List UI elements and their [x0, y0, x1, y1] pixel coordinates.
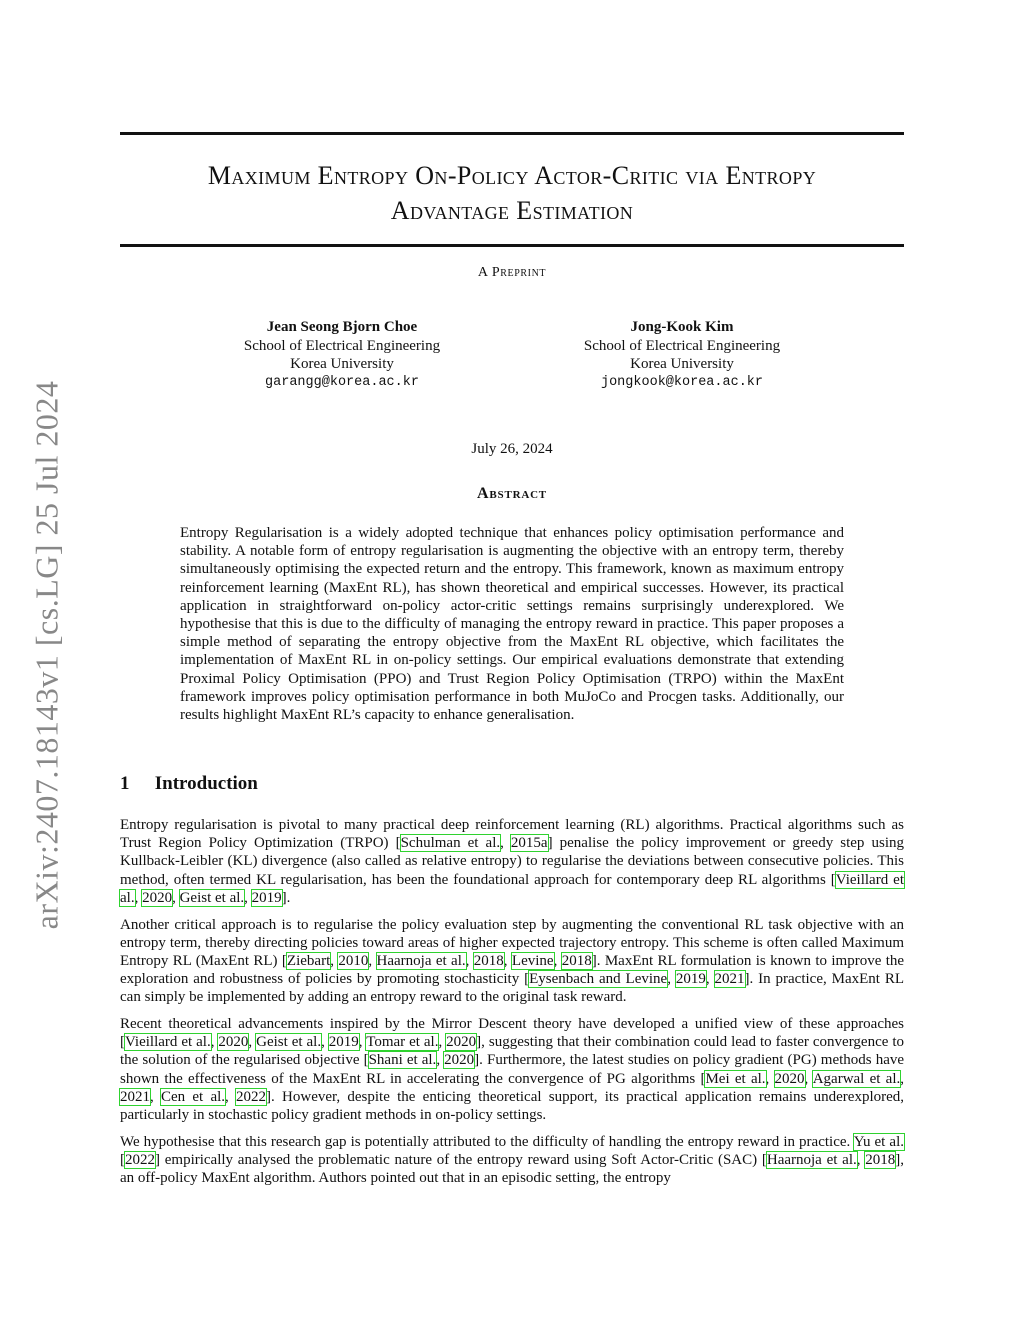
citation-link[interactable]: 2018 — [865, 1151, 896, 1168]
author-block-1 — [192, 318, 492, 392]
section-number: 1 — [120, 773, 130, 794]
paragraph — [120, 816, 904, 907]
citation-link[interactable]: Mei et al. — [705, 1070, 766, 1087]
title-rule-bottom — [120, 244, 904, 247]
paragraph-text: , — [358, 1034, 367, 1051]
abstract-text: Entropy Regularisation is a widely adopted technique that enhances policy optimisation performance and stability. A notable form of entropy regularisation is augmenting the objective with an entropy term, thereby simultaneously optimising the expected return and the entropy. This framework, known as maximum entropy reinforcement learning (MaxEnt RL), has shown theoretical and empirical successes. However, its practical application in straightforward on-policy actor-critic settings remains surprisingly underexplored. We hypothesise that this is due to the difficulty of managing the entropy reward in practice. This paper proposes a simple method of separating the entropy objective from the MaxEnt RL objective, which facilitates the implementation of MaxEnt RL in on-policy settings. Our empirical evaluations demonstrate that extending Proximal Policy Optimisation (PPO) and Trust Region Policy Optimisation (TRPO) within the MaxEnt framework improves policy optimisation performance in both MuJoCo and Procgen tasks. Additionally, our results highlight MaxEnt RL’s capacity to enhance generalisation. — [180, 525, 844, 724]
citation-link[interactable]: 2022 — [236, 1088, 267, 1105]
citation-link[interactable]: Shani et al. — [368, 1052, 437, 1069]
paragraph-text: ], an off-policy MaxEnt algorithm. Authors pointed out that in an episodic setting, the entropy — [120, 1151, 905, 1187]
author-name: Jong-Kook Kim — [630, 319, 734, 335]
citation-link[interactable]: 2020 — [774, 1070, 805, 1087]
author-email[interactable]: jongkook@korea.ac.kr — [600, 374, 764, 390]
citation-link[interactable]: 2019 — [328, 1034, 359, 1051]
citation-link[interactable]: 2021 — [120, 1088, 150, 1105]
paragraph — [120, 1015, 904, 1124]
citation-link[interactable]: Ziebart — [286, 952, 331, 969]
publication-date: July 26, 2024 — [471, 441, 553, 457]
paragraph-text: , — [134, 889, 143, 906]
citation-link[interactable]: Eysenbach and Levine — [529, 971, 668, 988]
paragraph-text: , — [321, 1034, 329, 1051]
author-affiliation: Korea University — [290, 356, 394, 372]
introduction-body — [120, 816, 904, 1196]
citation-link[interactable]: Agarwal et al. — [812, 1070, 901, 1087]
paragraph-text: , — [765, 1070, 775, 1087]
citation-link[interactable]: 2020 — [446, 1034, 477, 1051]
paragraph-text: , — [330, 952, 339, 969]
citation-link[interactable]: 2010 — [338, 952, 369, 969]
paragraph-text: ]. In practice, MaxEnt RL can simply be implemented by adding an entropy reward to the original task reward. — [120, 971, 905, 1006]
paragraph-text: , — [150, 1088, 161, 1105]
title-line-2: Advantage Estimation — [390, 196, 634, 225]
paragraph-text: Entropy regularisation is pivotal to many practical deep reinforcement learning (RL) algorithms. Practical algorithms such as Trust Region Policy Optimization (TRPO) [ — [120, 817, 904, 852]
paragraph-text: , — [436, 1052, 445, 1069]
section-heading — [120, 773, 258, 795]
citation-link[interactable]: Geist et al. — [256, 1034, 322, 1051]
paragraph-text: , — [553, 952, 562, 969]
citation-link[interactable]: Tomar et al. — [366, 1034, 439, 1051]
citation-link[interactable]: 2022 — [125, 1151, 155, 1168]
citation-link[interactable]: Schulman et al. — [400, 835, 501, 852]
section-title: Introduction — [154, 773, 258, 794]
paragraph — [120, 1133, 904, 1188]
citation-link[interactable]: 2015a — [510, 835, 548, 852]
author-department: School of Electrical Engineering — [583, 337, 781, 354]
paragraph-text: ], suggesting that their combination could lead to faster convergence to the solution of the regularised objective [ — [120, 1034, 905, 1069]
title-line-1: Maximum Entropy On-Policy Actor-Critic via Entropy — [207, 161, 817, 190]
arxiv-identifier: arXiv:2407.18143v1 [cs.LG] 25 Jul 2024 — [28, 380, 65, 929]
paragraph-text: , — [465, 952, 474, 969]
paragraph-text: ]. Furthermore, the latest studies on policy gradient (PG) methods have shown the effectiveness of the MaxEnt RL in accelerating the convergence of PG algorithms [ — [120, 1052, 905, 1087]
paragraph-text: We hypothesise that this research gap is potentially attributed to the difficulty of handling the entropy reward in practice. — [120, 1133, 854, 1150]
citation-link[interactable]: Yu et al. — [853, 1133, 904, 1150]
paragraph-text: , — [900, 1070, 904, 1087]
citation-link[interactable]: 2020 — [444, 1052, 475, 1069]
paragraph-text: , — [248, 1034, 257, 1051]
citation-link[interactable]: Haarnoja et al. — [766, 1151, 857, 1168]
citation-link[interactable]: 2020 — [142, 889, 173, 906]
paragraph-text: Another critical approach is to regularise the policy evaluation step by augmenting the conventional RL task objective with an entropy term, thereby directing policies toward areas of higher expected trajectory entropy. This scheme is often called Maximum Entropy RL (MaxEnt RL) [ — [120, 916, 904, 969]
paragraph-text: , — [667, 971, 676, 988]
paragraph-text: , — [856, 1151, 866, 1168]
citation-link[interactable]: Vieillard et al. — [120, 871, 904, 906]
citation-link[interactable]: 2020 — [218, 1034, 249, 1051]
author-department: School of Electrical Engineering — [243, 337, 441, 354]
paragraph-text: Recent theoretical advancements inspired by the Mirror Descent theory have developed a unified view of these approaches [ — [120, 1016, 904, 1051]
paragraph-text: ]. — [281, 889, 291, 906]
paragraph-text: , — [500, 835, 511, 852]
citation-link[interactable]: 2019 — [675, 971, 706, 988]
paragraph-text: , — [503, 952, 512, 969]
paragraph-text: , — [804, 1070, 813, 1087]
citation-link[interactable]: Vieillard et al. — [125, 1034, 211, 1051]
citation-link[interactable]: 2021 — [714, 971, 745, 988]
author-name: Jean Seong Bjorn Choe — [266, 319, 418, 335]
title-rule-top — [120, 132, 904, 135]
citation-link[interactable]: 2018 — [473, 952, 504, 969]
author-affiliation: Korea University — [630, 356, 734, 372]
citation-link[interactable]: Haarnoja et al. — [376, 952, 466, 969]
paragraph-text: [ — [120, 1151, 125, 1168]
paragraph-text: , — [705, 971, 715, 988]
paragraph-text: , — [244, 889, 252, 906]
paragraph-text: , — [368, 952, 377, 969]
arxiv-side-stamp — [20, 367, 74, 942]
paragraph-text: ]. However, despite the enticing theoretical support, its practical application remains underexplored, particularly in stochastic policy gradient methods in on-policy settings. — [120, 1088, 905, 1124]
paragraph-text: ] penalise the policy improvement or greedy step using Kullback-Leibler (KL) divergence (also called as relative entropy) to regularise the deviations between consecutive policies. This method, often termed KL regularisation, has been the foundational approach for contemporary deep RL algorithms [ — [120, 835, 904, 888]
paragraph-text: , — [172, 889, 180, 906]
citation-link[interactable]: Cen et al. — [161, 1088, 226, 1105]
paragraph-text: , — [438, 1034, 447, 1051]
paragraph-text: , — [210, 1034, 219, 1051]
preprint-label: A Preprint — [477, 265, 547, 280]
author-block-2 — [532, 318, 832, 392]
paragraph — [120, 916, 904, 1007]
citation-link[interactable]: 2018 — [561, 952, 592, 969]
abstract-heading: Abstract — [477, 485, 547, 502]
paragraph-text: ] empirically analysed the problematic nature of the entropy reward using Soft Actor-Critic (SAC) [ — [155, 1151, 767, 1168]
citation-link[interactable]: Geist et al. — [179, 889, 245, 906]
paragraph-text: , — [225, 1088, 237, 1105]
paragraph-text: ]. MaxEnt RL formulation is known to improve the exploration and robustness of policies by promoting stochasticity [ — [120, 952, 905, 988]
author-email[interactable]: garangg@korea.ac.kr — [265, 374, 419, 390]
paper-title — [120, 158, 904, 228]
citation-link[interactable]: 2019 — [251, 889, 282, 906]
citation-link[interactable]: Levine — [511, 952, 554, 969]
